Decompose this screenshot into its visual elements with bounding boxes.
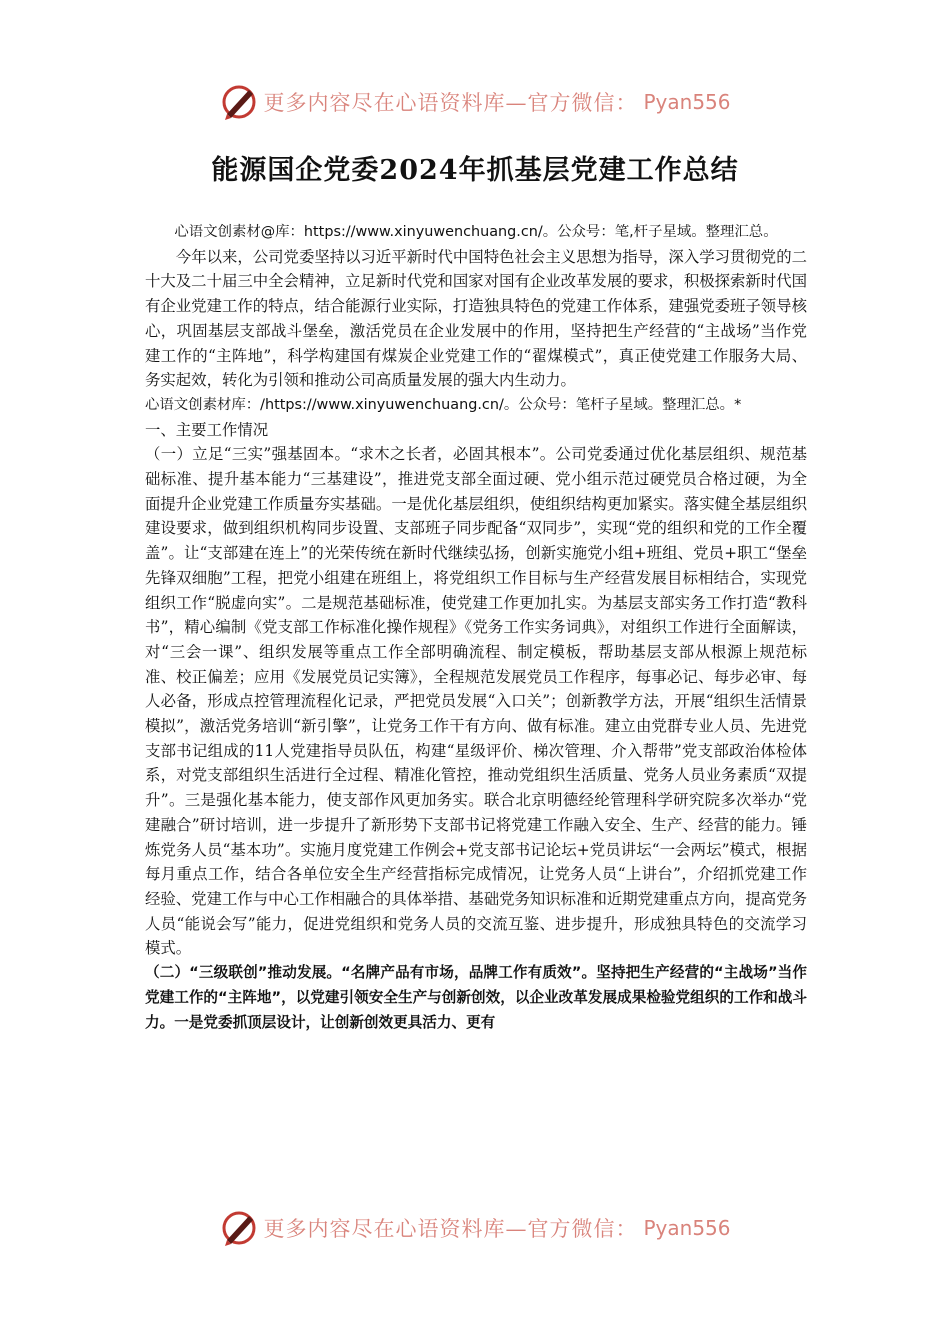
document-body	[145, 220, 807, 1035]
source-note: 心语文创素材库：/https://www.xinyuwenchuang.cn/。公众号：笔杆子星域。整理汇总。*	[145, 396, 742, 413]
header-watermark-banner	[0, 82, 950, 122]
footer-watermark-banner	[0, 1208, 950, 1248]
banner-text: 更多内容尽在心语资料库—官方微信：	[263, 91, 638, 115]
intro-paragraph: 今年以来，公司党委坚持以习近平新时代中国特色社会主义思想为指导，深入学习贯彻党的二十大及二十届三中全会精神，立足新时代党和国家对国有企业改革发展的要求，积极探索新时代国有企业党建工作的特点，结合能源行业实际，打造独具特色的党建工作体系，建强党委班子领导核心，巩固基层支部战斗堡垒，激活党员在企业发展中的作用，坚持把生产经营的“主战场”当作党建工作的“主阵地”，科学构建国有煤炭企业党建工作的“翟煤模式”，真正使党建工作服务大局、务实起效，转化为引领和推动公司高质量发展的强大内生动力。	[145, 247, 807, 390]
body-paragraph: （二）“三级联创”推动发展。“名牌产品有市场，品牌工作有质效”。坚持把生产经营的“主战场”当作党建工作的“主阵地”，以党建引领安全生产与创新创效，以企业改革发展成果检验党组织的工作和战斗力。一是党委抓顶层设计，让创新创效更具活力、更有	[145, 964, 807, 1031]
source-note: 心语文创素材@库：https://www.xinyuwenchuang.cn/。公众号：笔,杆子星域。整理汇总。	[174, 224, 778, 240]
banner-wechat-id: Pyan556	[643, 1216, 731, 1240]
banner-text: 更多内容尽在心语资料库—官方微信：	[263, 1217, 638, 1241]
body-paragraph: （一）立足“三实”强基固本。“求木之长者，必固其根本”。公司党委通过优化基层组织、规范基础标准、提升基本能力“三基建设”，推进党支部全面过硬、党小组示范过硬党员合格过硬，为全面提升企业党建工作质量夯实基础。一是优化基层组织，使组织结构更加紧实。落实健全基层组织建设要求，做到组织机构同步设置、支部班子同步配备“双同步”，实现“党的组织和党的工作全覆盖”。让“支部建在连上”的光荣传统在新时代继续弘扬，创新实施党小组+班组、党员+职工“堡垒先锋双细胞”工程，把党小组建在班组上，将党组织工作目标与生产经营发展目标相结合，实现党组织工作“脱虚向实”。二是规范基础标准，使党建工作更加扎实。为基层支部实务工作打造“教科书”，精心编制《党支部工作标准化操作规程》《党务工作实务词典》，对组织工作进行全面解读，对“三会一课”、组织发展等重点工作全部明确流程、制定模板，帮助基层支部从根源上规范标准、校正偏差；应用《发展党员记实簿》，全程规范发展党员工作程序，每事必记、每步必审、每人必备，形成点控管理流程化记录，严把党员发展“入口关”；创新教学方法，开展“组织生活情景模拟”，激活党务培训“新引擎”，让党务工作干有方向、做有标准。建立由党群专业人员、先进党支部书记组成的11人党建指导员队伍，构建“星级评价、梯次管理、介入帮带”党支部政治体检体系，对党支部组织生活进行全过程、精准化管控，推动党组织生活质量、党务人员业务素质“双提升”。三是强化基本能力，使支部作风更加务实。联合北京明德经纶管理科学研究院多次举办“党建融合”研讨培训，进一步提升了新形势下支部书记将党建工作融入安全、生产、经营的能力。锤炼党务人员“基本功”。实施月度党建工作例会+党支部书记论坛+党员讲坛“一会两坛”模式，根据每月重点工作，结合各单位安全生产经营指标完成情况，让党务人员“上讲台”，介绍抓党建工作经验、党建工作与中心工作相融合的具体举措、基础党务知识标准和近期党建重点方向，提高党务人员“能说会写”能力，促进党组织和党务人员的交流互鉴、进步提升，形成独具特色的交流学习模式。	[145, 445, 807, 958]
banner-wechat-id: Pyan556	[643, 90, 731, 114]
pen-logo-icon	[219, 1208, 259, 1248]
pen-logo-icon	[219, 82, 259, 122]
document-title: 能源国企党委2024年抓基层党建工作总结	[211, 155, 739, 186]
section-heading: 一、主要工作情况	[145, 420, 269, 439]
